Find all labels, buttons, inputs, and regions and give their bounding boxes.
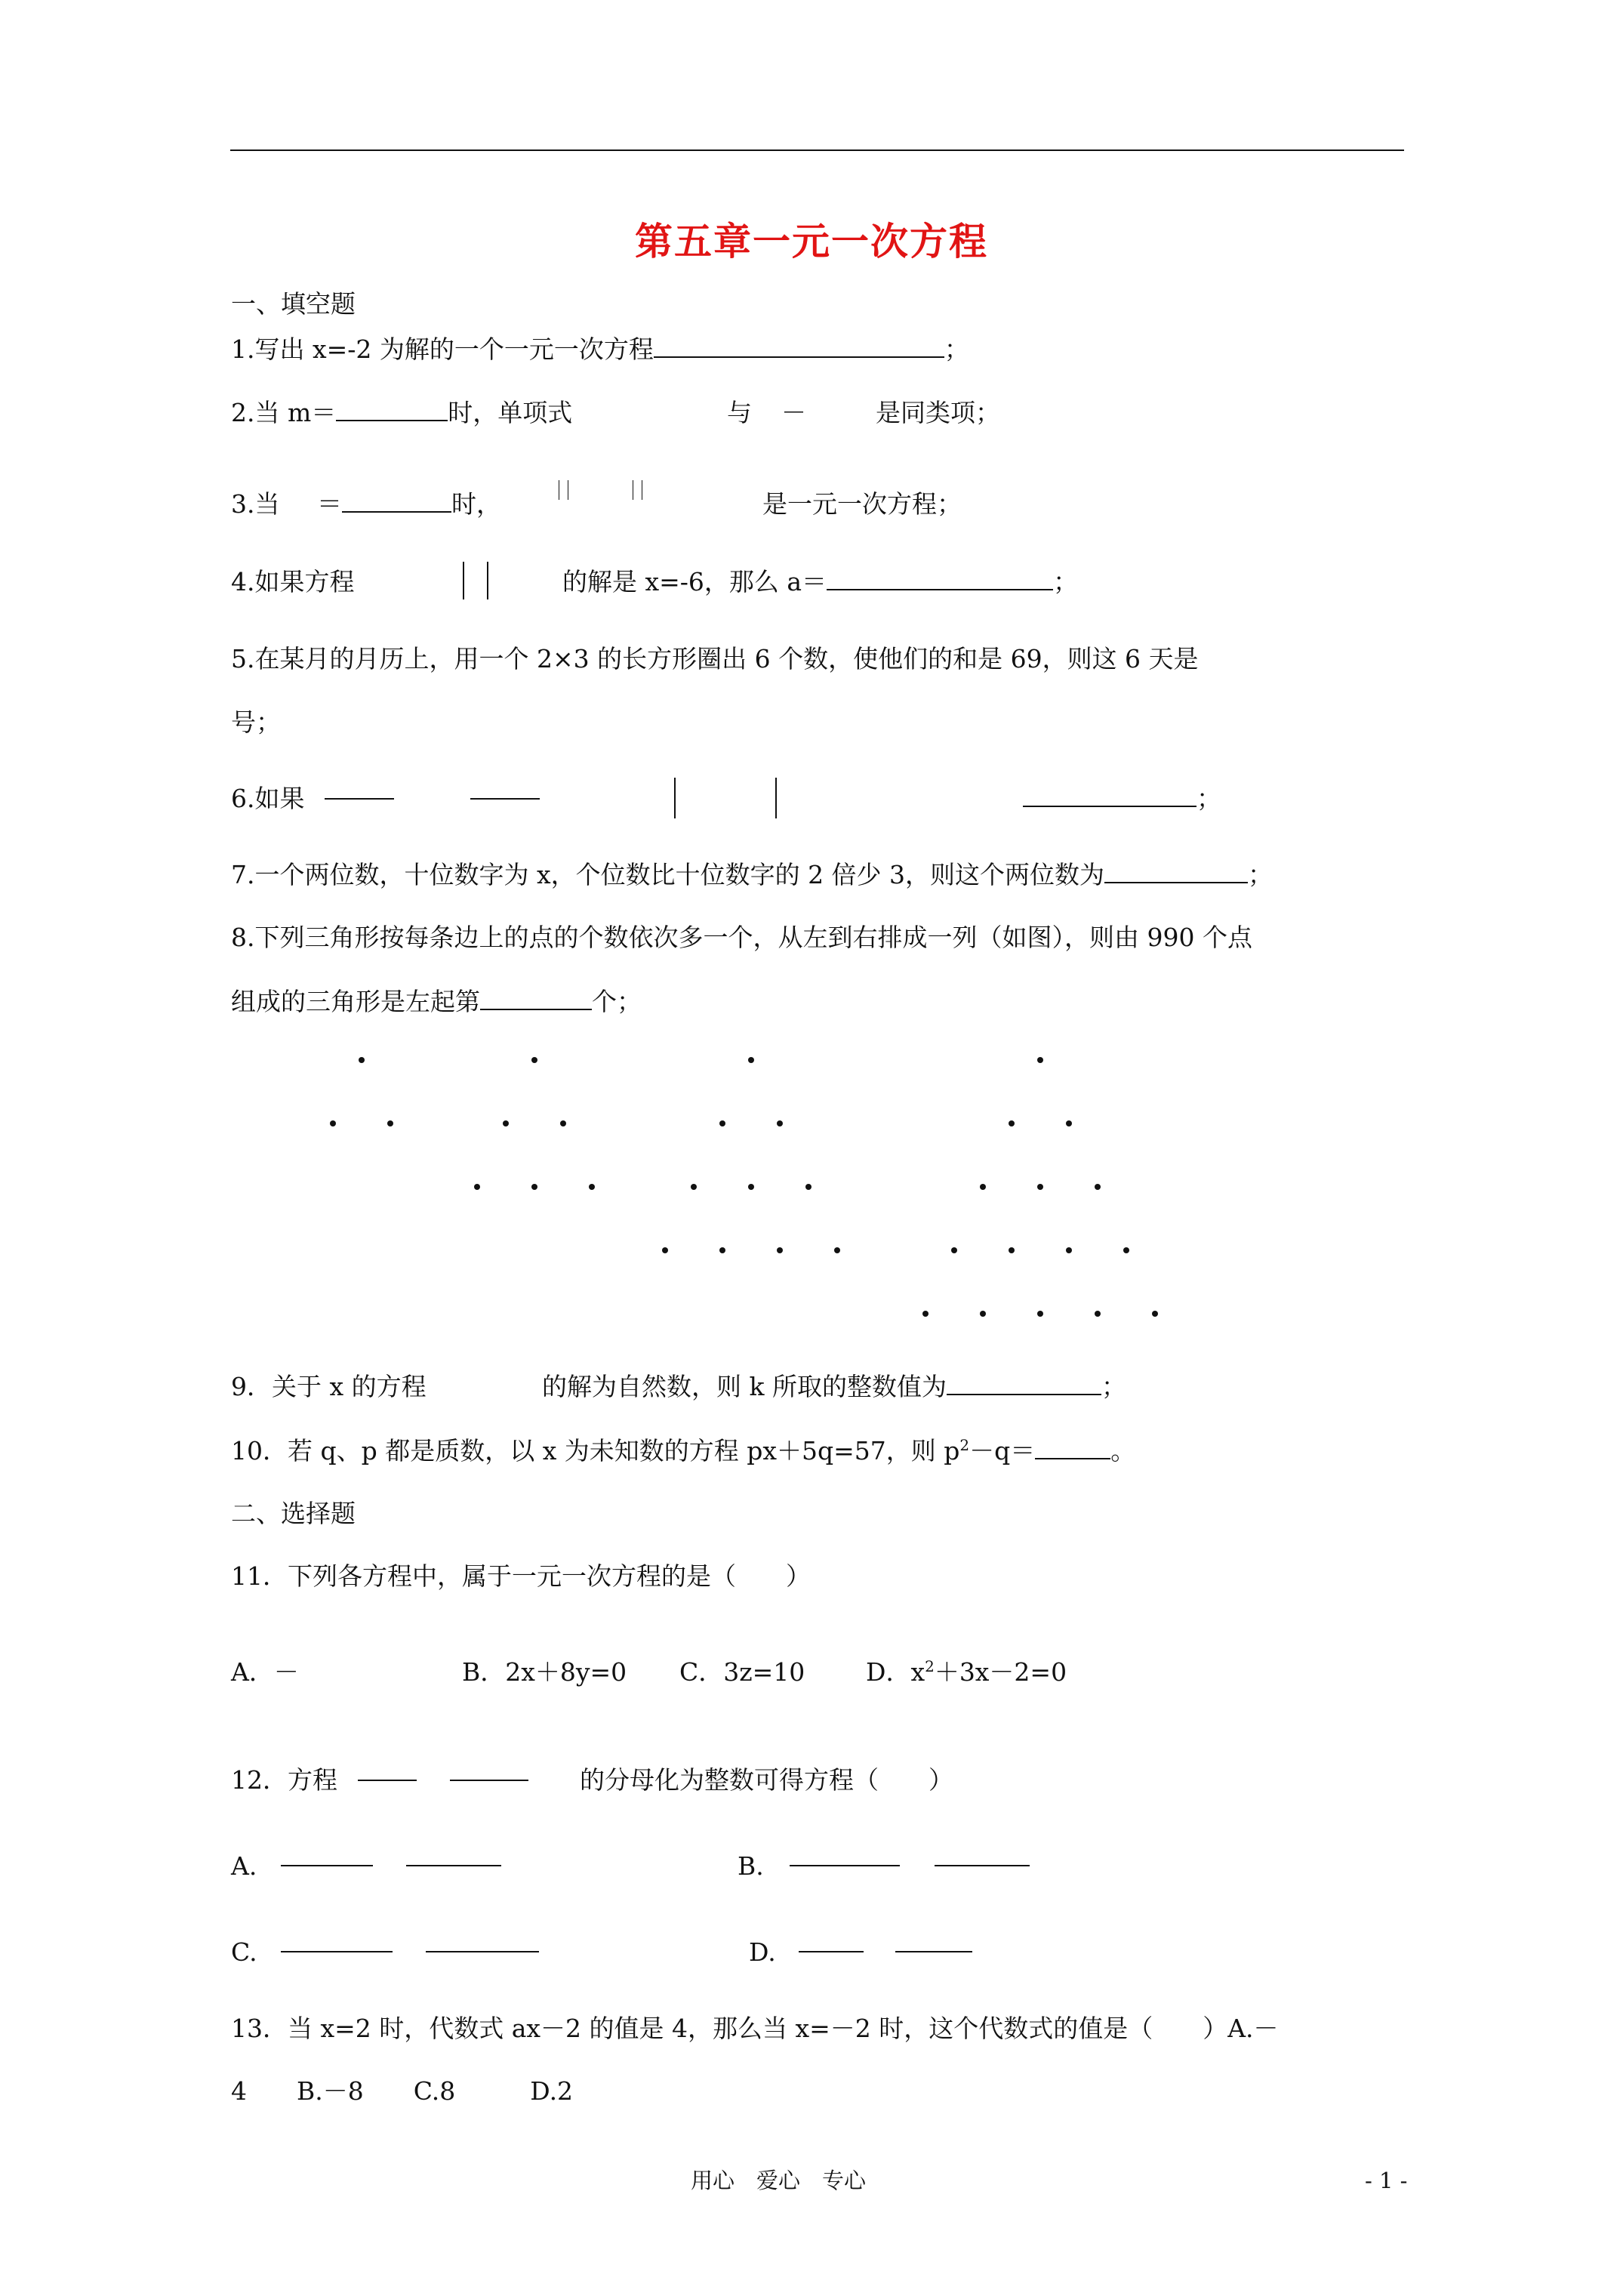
option-11-a[interactable]: A．－: [231, 1657, 299, 1687]
answer-blank[interactable]: [827, 568, 1053, 590]
option-12-c[interactable]: C.: [231, 1937, 257, 1967]
fraction-bar: [799, 1951, 864, 1952]
option-12-b[interactable]: B.: [738, 1851, 764, 1881]
question-13-line2: 4 B.－8 C.8 D.2: [231, 2076, 574, 2106]
triangle-dot: [1009, 1247, 1015, 1253]
question-4-a: 4.如果方程: [231, 567, 355, 596]
question-9-text-b: 的解为自然数，则 k 所取的整数值为: [542, 1372, 947, 1401]
fraction-bar: [281, 1865, 373, 1866]
option-11-b[interactable]: B．2x＋8y=0: [462, 1657, 627, 1687]
triangle-dot: [980, 1311, 986, 1317]
question-6-answer: [1023, 784, 1221, 814]
triangle-dot: [1066, 1120, 1072, 1126]
triangle-dot: [719, 1120, 725, 1126]
triangle-dot: [359, 1057, 365, 1063]
triangle-dot: [980, 1184, 986, 1190]
exponent: 2: [925, 1657, 935, 1675]
question-3-a: 3.当: [231, 489, 280, 519]
question-3-d: 是一元一次方程；: [762, 489, 962, 519]
question-12-b: 的分母化为整数可得方程（ ）: [580, 1765, 953, 1795]
triangle-dot: [1037, 1184, 1043, 1190]
question-10-text-a: 10．若 q、p 都是质数，以 x 为未知数的方程 px＋5q=57，则 p: [231, 1436, 960, 1465]
question-8-text-b: 个；: [592, 987, 642, 1016]
question-3-text-c: 时，: [451, 489, 501, 519]
question-5-line2: 号；: [231, 707, 281, 737]
abs-bar: [463, 562, 464, 599]
fraction-bar: [325, 798, 394, 800]
question-7: [231, 860, 1273, 890]
triangle-dot: [1009, 1120, 1015, 1126]
triangle-dot: [503, 1120, 509, 1126]
question-6-a: 6.如果: [231, 784, 305, 813]
triangle-dot: [777, 1120, 783, 1126]
triangle-dot: [662, 1247, 668, 1253]
question-10: [231, 1436, 1135, 1466]
question-2-text-b: 时，单项式: [448, 398, 573, 427]
option-12-a[interactable]: A.: [231, 1851, 257, 1881]
question-9-b: [542, 1372, 1126, 1402]
triangle-dot: [805, 1184, 812, 1190]
question-1: [231, 334, 969, 365]
section-choice-heading: 二、选择题: [231, 1499, 356, 1528]
question-1-text: 1.写出 x=-2 为解的一个一元一次方程: [231, 334, 654, 364]
triangle-dot: [1037, 1057, 1043, 1063]
triangle-dot: [719, 1247, 725, 1253]
question-10-text-b: －q＝: [969, 1436, 1036, 1465]
question-1-end: ；: [944, 334, 969, 364]
option-11-d-text-2: ＋3x－2=0: [934, 1657, 1067, 1687]
fraction-bar: [450, 1780, 528, 1781]
fraction-bar: [470, 798, 540, 800]
triangle-dot: [1066, 1247, 1072, 1253]
question-2-e: 是同类项；: [876, 398, 1000, 427]
triangle-dot: [1095, 1311, 1101, 1317]
option-11-d[interactable]: [866, 1657, 1067, 1687]
abs-bar: [487, 562, 488, 599]
triangle-dot: [531, 1184, 537, 1190]
question-8-text-a: 组成的三角形是左起第: [231, 987, 480, 1016]
fraction-bar: [281, 1951, 393, 1952]
page-title: 第五章一元一次方程: [635, 219, 988, 264]
question-9-a: 9．关于 x 的方程: [231, 1372, 427, 1401]
question-7-text: 7.一个两位数，十位数字为 x，个位数比十位数字的 2 倍少 3，则这个两位数为: [231, 860, 1105, 889]
question-3-b: [317, 489, 501, 519]
triangle-dot: [330, 1120, 336, 1126]
triangle-dot: [1123, 1247, 1129, 1253]
question-3-eq: ＝: [317, 489, 342, 519]
exponent: 2: [959, 1436, 970, 1454]
fraction-bar: [406, 1865, 501, 1866]
fraction-bar: [358, 1780, 417, 1781]
triangle-dot: [777, 1247, 783, 1253]
option-11-c[interactable]: C．3z=10: [679, 1657, 805, 1687]
answer-blank[interactable]: [336, 399, 448, 421]
question-2-a: [231, 398, 572, 428]
triangle-dot: [1037, 1311, 1043, 1317]
triangle-dot: [474, 1184, 480, 1190]
question-7-end: ；: [1248, 860, 1273, 889]
question-9-end: ；: [1101, 1372, 1126, 1401]
answer-blank[interactable]: [1023, 784, 1196, 807]
question-10-end: 。: [1110, 1436, 1136, 1465]
question-5-line1: 5.在某月的月历上，用一个 2×3 的长方形圈出 6 个数，使他们的和是 69，则这 6 天是: [231, 644, 1199, 673]
triangle-dot: [1152, 1311, 1158, 1317]
option-11-d-text: D．x: [866, 1657, 925, 1687]
answer-blank[interactable]: [342, 490, 451, 513]
abs-bar: [775, 778, 777, 818]
triangle-dot: [691, 1184, 697, 1190]
question-8-line2: [231, 987, 642, 1017]
answer-blank[interactable]: [1104, 861, 1248, 883]
abs-bar: [674, 778, 676, 818]
answer-blank[interactable]: [1035, 1437, 1110, 1459]
question-12-a: 12．方程: [231, 1765, 337, 1795]
triangle-dot: [589, 1184, 595, 1190]
question-8-line1: 8.下列三角形按每条边上的点的个数依次多一个，从左到右排成一列（如图），则由 990 个点: [231, 923, 1252, 952]
option-12-d[interactable]: D.: [749, 1937, 776, 1967]
question-6-end: ；: [1196, 784, 1221, 813]
question-4-b: [562, 567, 1078, 597]
triangle-dot: [748, 1184, 754, 1190]
answer-blank[interactable]: [947, 1373, 1101, 1395]
triangle-dot: [560, 1120, 566, 1126]
fraction-bar: [895, 1951, 972, 1952]
section-fill-heading: 一、填空题: [231, 289, 356, 319]
header-rule: [230, 149, 1404, 151]
question-11: 11．下列各方程中，属于一元一次方程的是（ ）: [231, 1561, 811, 1591]
footer-motto: 用心 爱心 专心: [691, 2168, 867, 2193]
fraction-bar: [426, 1951, 539, 1952]
triangle-dot: [951, 1247, 957, 1253]
fraction-bar: [935, 1865, 1030, 1866]
question-4-end: ；: [1053, 567, 1079, 596]
question-4-text-b: 的解是 x=-6，那么 a＝: [562, 567, 827, 596]
page-number: - 1 -: [1365, 2168, 1408, 2193]
triangle-dot: [531, 1057, 537, 1063]
triangle-dot: [922, 1311, 929, 1317]
question-2-text-a: 2.当 m＝: [231, 398, 337, 427]
fraction-bar: [790, 1865, 900, 1866]
answer-blank[interactable]: [654, 335, 944, 358]
triangle-dot: [834, 1247, 840, 1253]
triangle-dot: [748, 1057, 754, 1063]
triangle-dot: [387, 1120, 393, 1126]
question-2-d: －: [781, 398, 806, 427]
answer-blank[interactable]: [480, 988, 592, 1010]
question-2-c: 与: [727, 398, 752, 427]
triangle-dot: [1095, 1184, 1101, 1190]
question-13-line1: 13．当 x=2 时，代数式 ax－2 的值是 4，那么当 x=－2 时，这个代数式的值是（ ）A.－: [231, 2014, 1279, 2043]
